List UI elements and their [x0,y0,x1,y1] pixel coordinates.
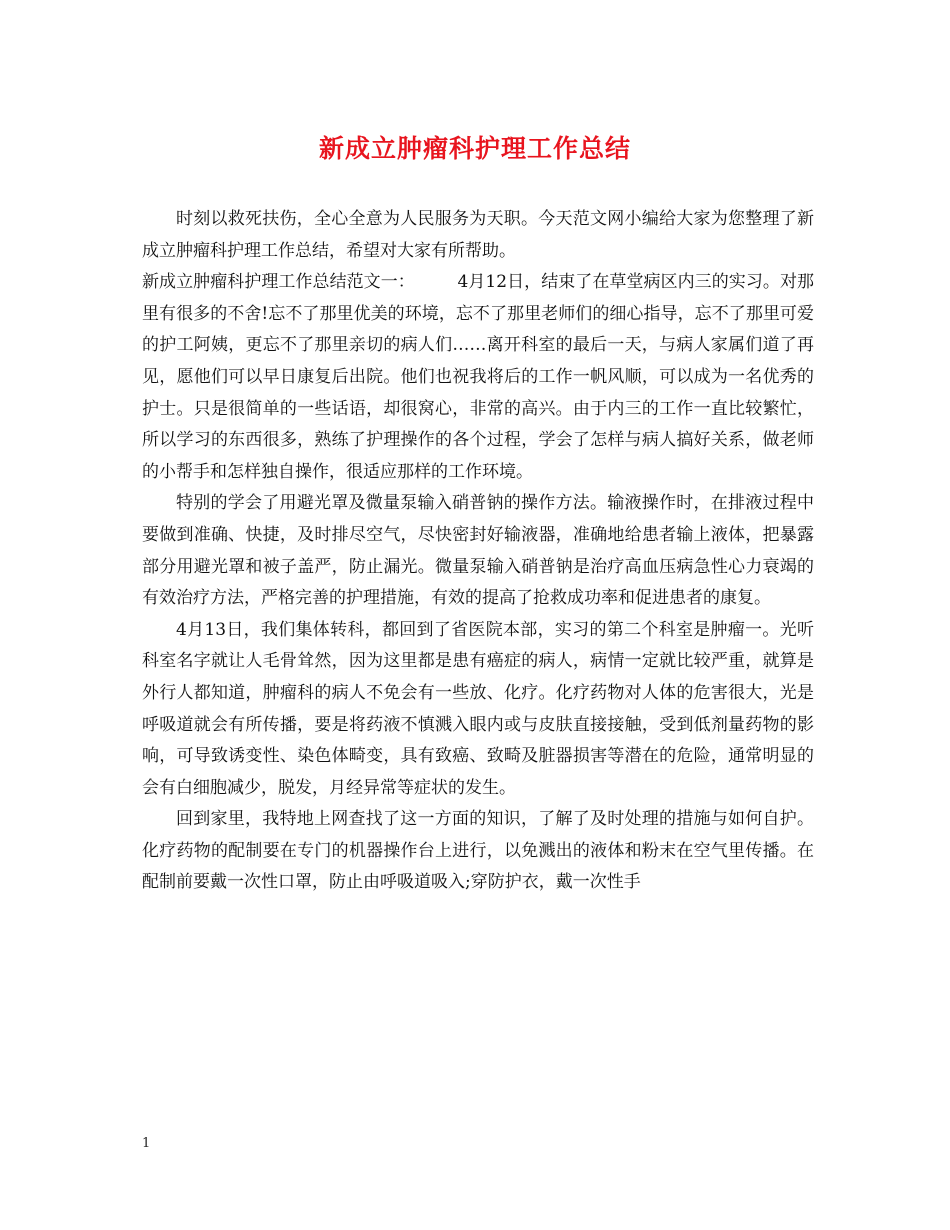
paragraph-self-protection: 回到家里，我特地上网查找了这一方面的知识，了解了及时处理的措施与如何自护。化疗药物的配制要在专门的机器操作台上进行，以免溅出的液体和粉末在空气里传播。在配制前要戴一次性口罩，防止由呼吸道吸入;穿防护衣，戴一次性手 [142,809,814,893]
document-body [142,204,814,899]
document-title: 新成立肿瘤科护理工作总结 [318,134,631,163]
page-number: 1 [142,1136,151,1151]
paragraph-intro: 时刻以救死扶伤，全心全意为人民服务为天职。今天范文网小编给大家为您整理了新成立肿瘤科护理工作总结，希望对大家有所帮助。 [142,209,814,261]
paragraph-sample-one: 新成立肿瘤科护理工作总结范文一： 4月12日，结束了在草堂病区内三的实习。对那里有很多的不舍!忘不了那里优美的环境，忘不了那里老师们的细心指导，忘不了那里可爱的护工阿姨，更忘不了那里亲切的病人们……离开科室的最后一天，与病人家属们道了再见，愿他们可以早日康复后出院。他们也祝我将后的工作一帆风顺，可以成为一名优秀的护士。只是很简单的一些话语，却很窝心，非常的高兴。由于内三的工作一直比较繁忙，所以学习的东西很多，熟练了护理操作的各个过程，学会了怎样与病人搞好关系，做老师的小帮手和怎样独自操作，很适应那样的工作环境。 [142,272,814,482]
paragraph-oncology-transfer: 4月13日，我们集体转科，都回到了省医院本部，实习的第二个科室是肿瘤一。光听科室名字就让人毛骨耸然，因为这里都是患有癌症的病人，病情一定就比较严重，就算是外行人都知道，肿瘤科的病人不免会有一些放、化疗。化疗药物对人体的危害很大，光是呼吸道就会有所传播，要是将药液不慎溅入眼内或与皮肤直接接触，受到低剂量药物的影响，可导致诱变性、染色体畸变，具有致癌、致畸及脏器损害等潜在的危险，通常明显的会有白细胞减少，脱发，月经异常等症状的发生。 [142,619,814,798]
paragraph-light-shield: 特别的学会了用避光罩及微量泵输入硝普钠的操作方法。输液操作时，在排液过程中要做到准确、快捷，及时排尽空气，尽快密封好输液器，准确地给患者输上液体，把暴露部分用避光罩和被子盖严，防止漏光。微量泵输入硝普钠是治疗高血压病急性心力衰竭的有效治疗方法，严格完善的护理措施，有效的提高了抢救成功率和促进患者的康复。 [142,493,814,609]
